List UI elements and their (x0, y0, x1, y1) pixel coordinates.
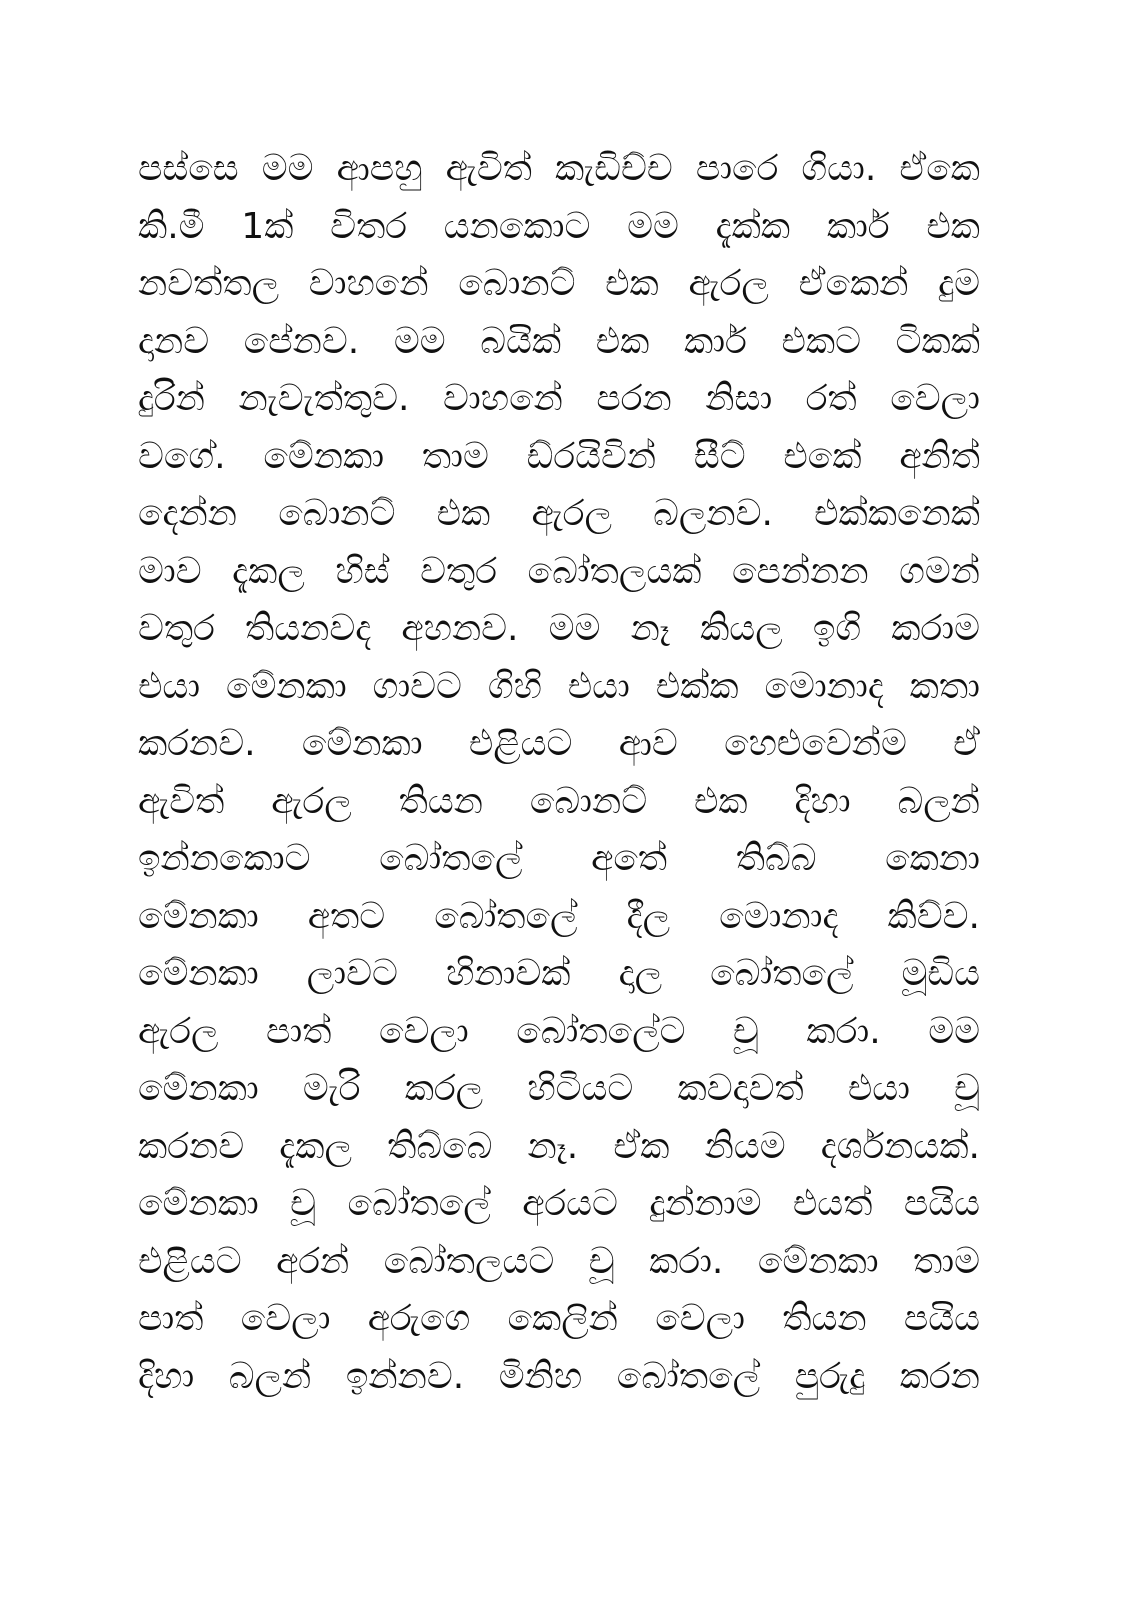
text-line: මේනකා ලාවට හිනාවක් දාල බෝතලේ මූඩිය (138, 953, 980, 994)
text-line: එළියට අරන් බෝතලයට චූ කරා. මේනකා තාම (138, 1240, 980, 1282)
text-line: පාත් වෙලා අරුගෙ කෙලින් වෙලා තියන පයිය (138, 1298, 980, 1339)
text-line: මාව දැකල හිස් වතුර බෝතලයක් පෙන්නන ගමන් (138, 550, 980, 592)
text-line: වතුර තියනවද අහනව. මම නෑ කියල ඉගි කරාම (138, 608, 980, 649)
text-line: නවත්තල වාහනේ බොනට් එක ඇරල ඒකෙන් දුම (138, 263, 980, 304)
text-line: ඇවිත් ඇරල තියන බොනට් එක දිහා බලන් (138, 780, 980, 822)
text-line: කරනව දැකල තිබ්බෙ නෑ. ඒක නියම දර්ශනයක්. (138, 1125, 980, 1167)
text-line: දුරින් නැවැත්තුව. වාහනේ පරන නිසා රත් වෙලා (138, 378, 980, 419)
text-line: මේනකා මැරි කරල හිටියට කවදාවත් එයා චූ (138, 1068, 980, 1109)
text-line: දානව පේනව. මම බයික් එක කාර් එකට ටිකක් (138, 320, 980, 362)
text-line: කි.මී 1ක් විතර යනකොට මම දැක්ක කාර් එක (138, 205, 980, 247)
text-line: කරනව. මේනකා එළියට ආව හෙළුවෙන්ම ඒ (138, 723, 980, 764)
text-line: පස්සෙ මම ආපහු ඇවිත් කැඩිච්ච පාරෙ ගියා. ඒකෙ (138, 148, 980, 189)
text-line: වගේ. මේනකා තාම ඩ්රයිවින් සීට් එකේ අනිත් (138, 435, 980, 477)
text-line: ඇරල පාත් වෙලා බෝතලේට චූ කරා. මම (138, 1010, 980, 1052)
text-line: ඉන්නකොට බෝතලේ අතේ තිබ්බ කෙනා (138, 838, 980, 879)
body-text (138, 140, 980, 1405)
text-line: දෙන්න බොනට් එක ඇරල බලනව. එක්කනෙක් (138, 493, 980, 534)
text-line: මේනකා චූ බෝතලේ අරයට දුන්නාම එයත් පයිය (138, 1183, 980, 1224)
text-line: මේනකා අතට බෝතලේ දීල මොනාද කිව්ව. (138, 895, 980, 937)
text-line: එයා මේනකා ගාවට ගිහි එයා එක්ක මොනාද කතා (138, 665, 980, 707)
text-line: දිහා බලන් ඉන්නව. මිනිහ බෝතලේ පුරුදු කරන (138, 1355, 980, 1397)
